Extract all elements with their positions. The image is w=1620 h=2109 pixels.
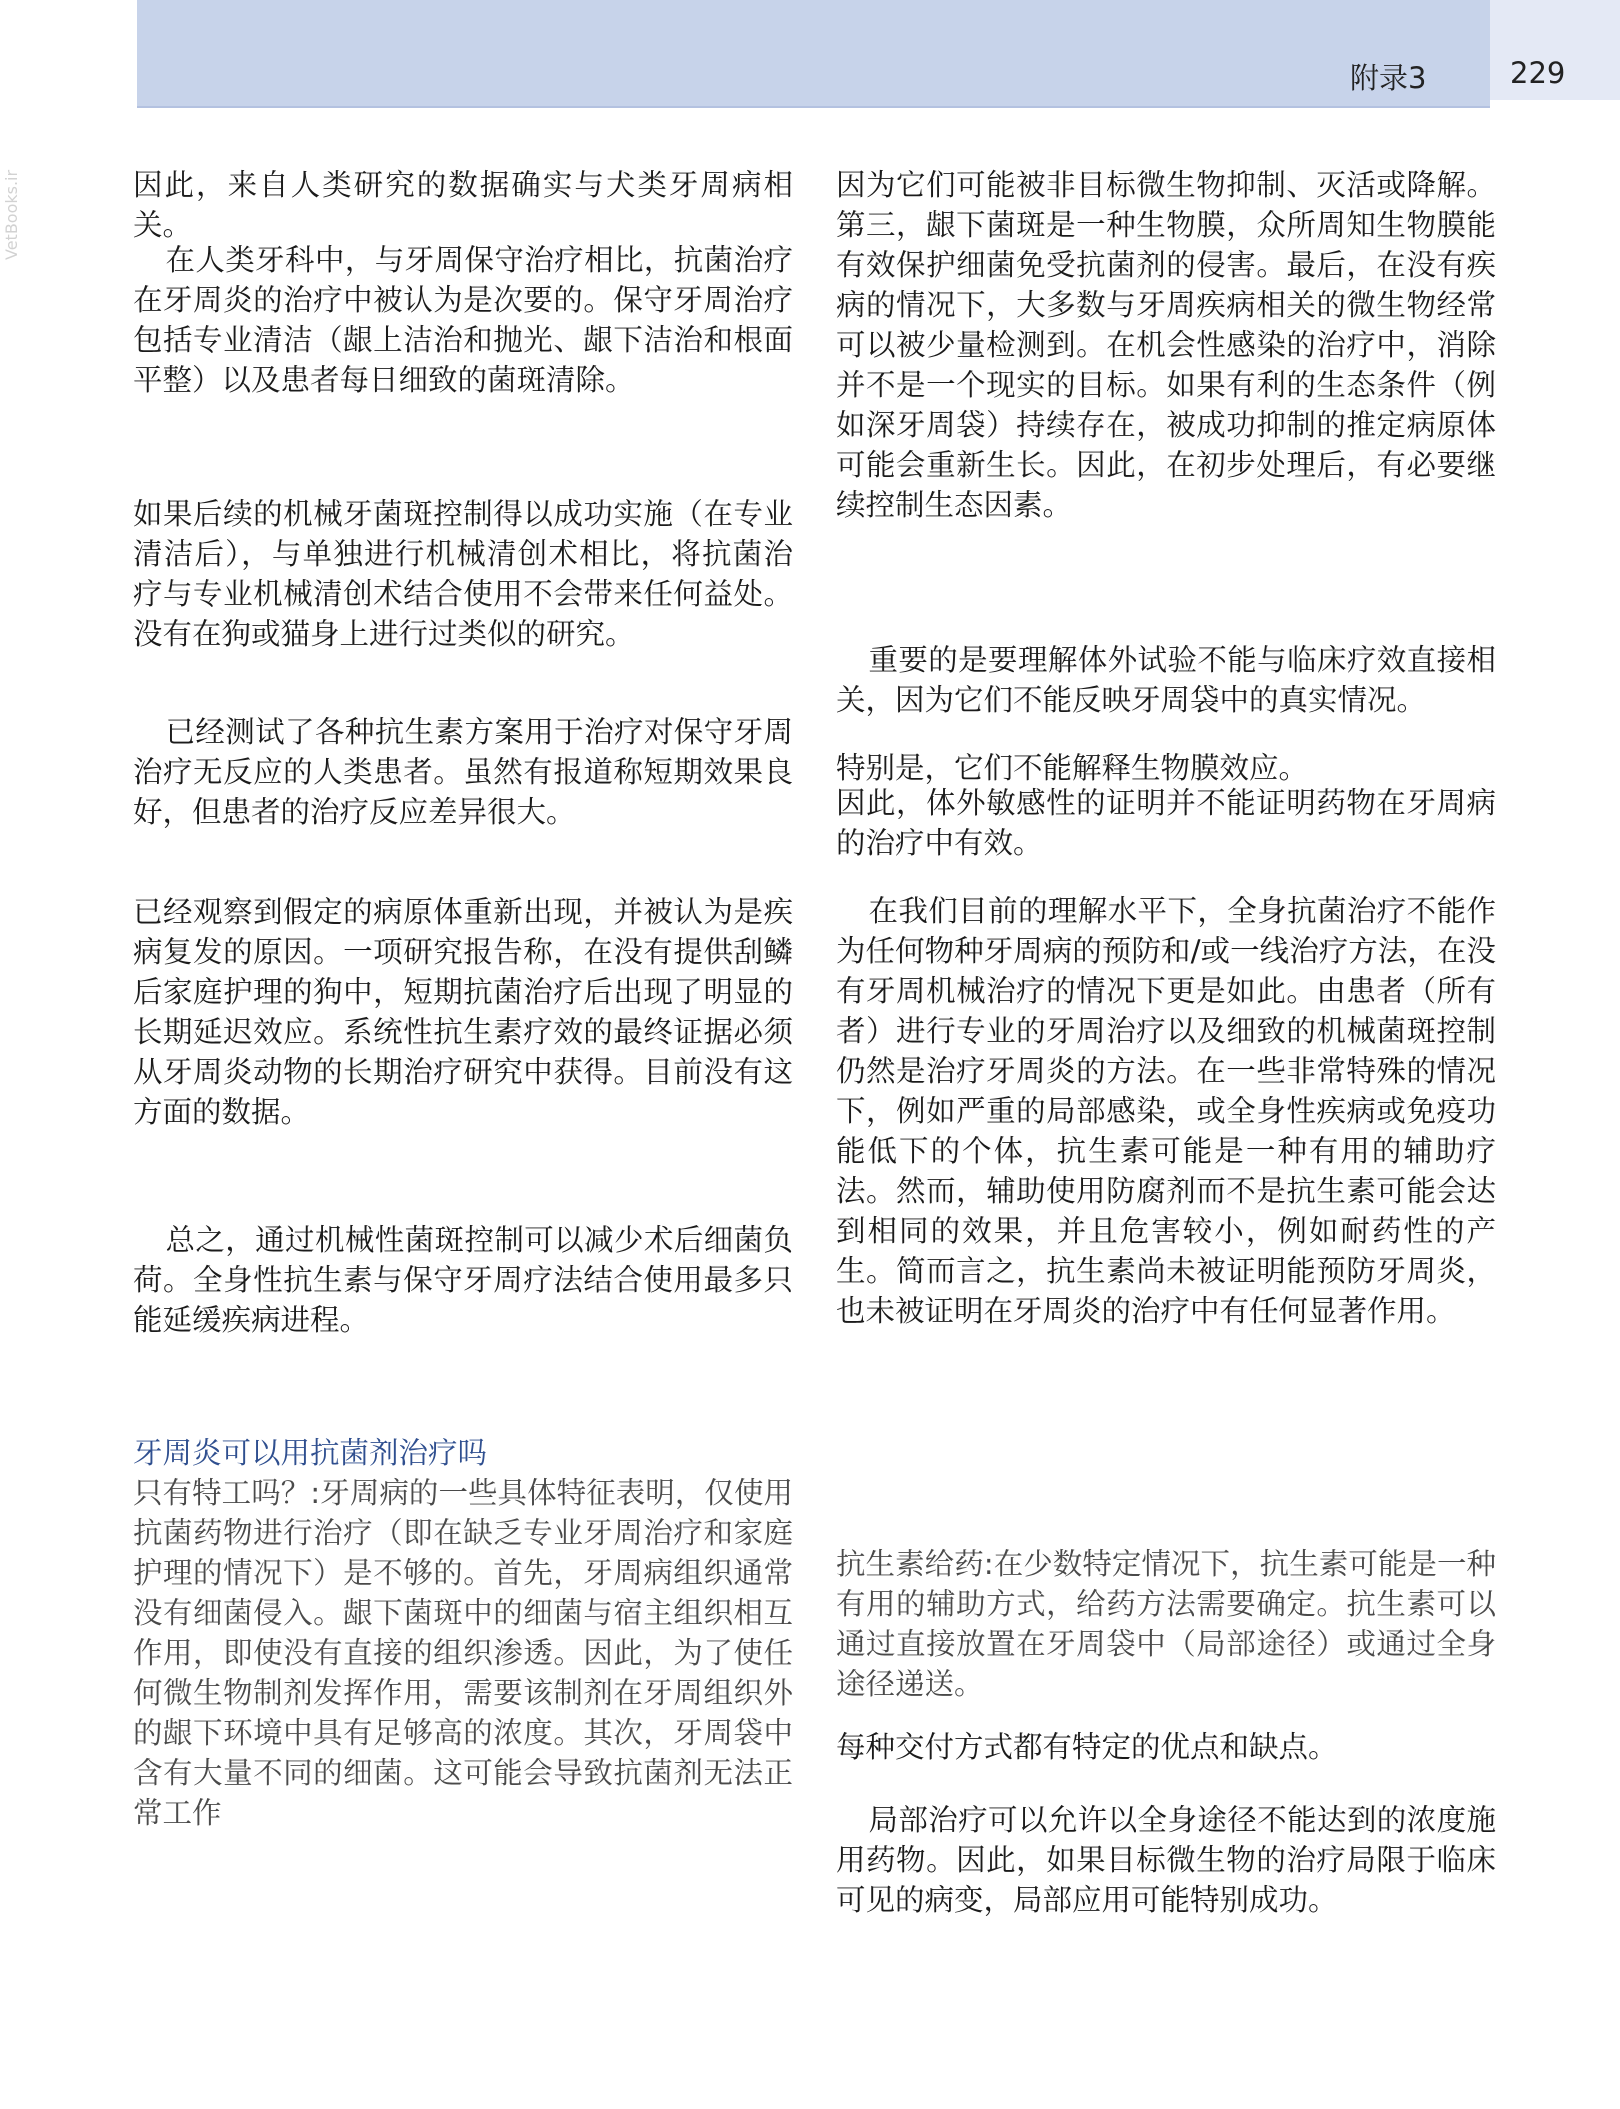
paragraph: 特别是，它们不能解释生物膜效应。	[836, 751, 1309, 785]
header-band	[137, 0, 1490, 108]
paragraph: 在我们目前的理解水平下，全身抗菌治疗不能作为任何物种牙周病的预防和/或一线治疗方法，在没有牙周机械治疗的情况下更是如此。由患者（所有者）进行专业的牙周治疗以及细致的机械菌斑控制仍然是治疗牙周炎的方法。在一些非常特殊的情况下，例如严重的局部感染，或全身性疾病或免疫功能低下的个体，抗生素可能是一种有用的辅助疗法。然而，辅助使用防腐剂而不是抗生素可能会达到相同的效果，并且危害较小，例如耐药性的产生。简而言之，抗生素尚未被证明能预防牙周炎，也未被证明在牙周炎的治疗中有任何显著作用。	[836, 894, 1496, 1328]
paragraph: 重要的是要理解体外试验不能与临床疗效直接相关，因为它们不能反映牙周袋中的真实情况。	[836, 643, 1496, 717]
paragraph: 在人类牙科中，与牙周保守治疗相比，抗菌治疗在牙周炎的治疗中被认为是次要的。保守牙周治疗包括专业清洁（龈上洁治和抛光、龈下洁治和根面平整）以及患者每日细致的菌斑清除。	[133, 243, 793, 397]
section-heading: 牙周炎可以用抗菌剂治疗吗	[133, 1436, 488, 1470]
page-number: 229	[1510, 56, 1566, 90]
paragraph: 已经测试了各种抗生素方案用于治疗对保守牙周治疗无反应的人类患者。虽然有报道称短期效果良好，但患者的治疗反应差异很大。	[133, 715, 793, 829]
paragraph: 因此，体外敏感性的证明并不能证明药物在牙周病的治疗中有效。	[836, 786, 1496, 860]
paragraph: 局部治疗可以允许以全身途径不能达到的浓度施用药物。因此，如果目标微生物的治疗局限于临床可见的病变，局部应用可能特别成功。	[836, 1803, 1496, 1917]
paragraph: 每种交付方式都有特定的优点和缺点。	[836, 1730, 1338, 1764]
paragraph: 已经观察到假定的病原体重新出现，并被认为是疾病复发的原因。一项研究报告称，在没有提供刮鳞后家庭护理的狗中，短期抗菌治疗后出现了明显的长期延迟效应。系统性抗生素疗效的最终证据必须从牙周炎动物的长期治疗研究中获得。目前没有这方面的数据。	[133, 895, 793, 1129]
paragraph: 因为它们可能被非目标微生物抑制、灭活或降解。第三，龈下菌斑是一种生物膜，众所周知生物膜能有效保护细菌免受抗菌剂的侵害。最后，在没有疾病的情况下，大多数与牙周疾病相关的微生物经常可以被少量检测到。在机会性感染的治疗中，消除并不是一个现实的目标。如果有利的生态条件（例如深牙周袋）持续存在，被成功抑制的推定病原体可能会重新生长。因此，在初步处理后，有必要继续控制生态因素。	[836, 168, 1496, 522]
paragraph: 如果后续的机械牙菌斑控制得以成功实施（在专业清洁后），与单独进行机械清创术相比，将抗菌治疗与专业机械清创术结合使用不会带来任何益处。没有在狗或猫身上进行过类似的研究。	[133, 497, 793, 651]
paragraph: 只有特工吗？:牙周病的一些具体特征表明，仅使用抗菌药物进行治疗（即在缺乏专业牙周治疗和家庭护理的情况下）是不够的。首先，牙周病组织通常没有细菌侵入。龈下菌斑中的细菌与宿主组织相互作用，即使没有直接的组织渗透。因此，为了使任何微生物制剂发挥作用，需要该制剂在牙周组织外的龈下环境中具有足够高的浓度。其次，牙周袋中含有大量不同的细菌。这可能会导致抗菌剂无法正常工作	[133, 1476, 793, 1830]
paragraph: 总之，通过机械性菌斑控制可以减少术后细菌负荷。全身性抗生素与保守牙周疗法结合使用最多只能延缓疾病进程。	[133, 1223, 793, 1337]
watermark: VetBooks.ir	[2, 169, 21, 260]
paragraph: 抗生素给药:在少数特定情况下，抗生素可能是一种有用的辅助方式，给药方法需要确定。抗生素可以通过直接放置在牙周袋中（局部途径）或通过全身途径递送。	[836, 1547, 1496, 1701]
running-head: 附录3	[1350, 61, 1427, 95]
paragraph: 因此，来自人类研究的数据确实与犬类牙周病相关。	[133, 168, 793, 242]
